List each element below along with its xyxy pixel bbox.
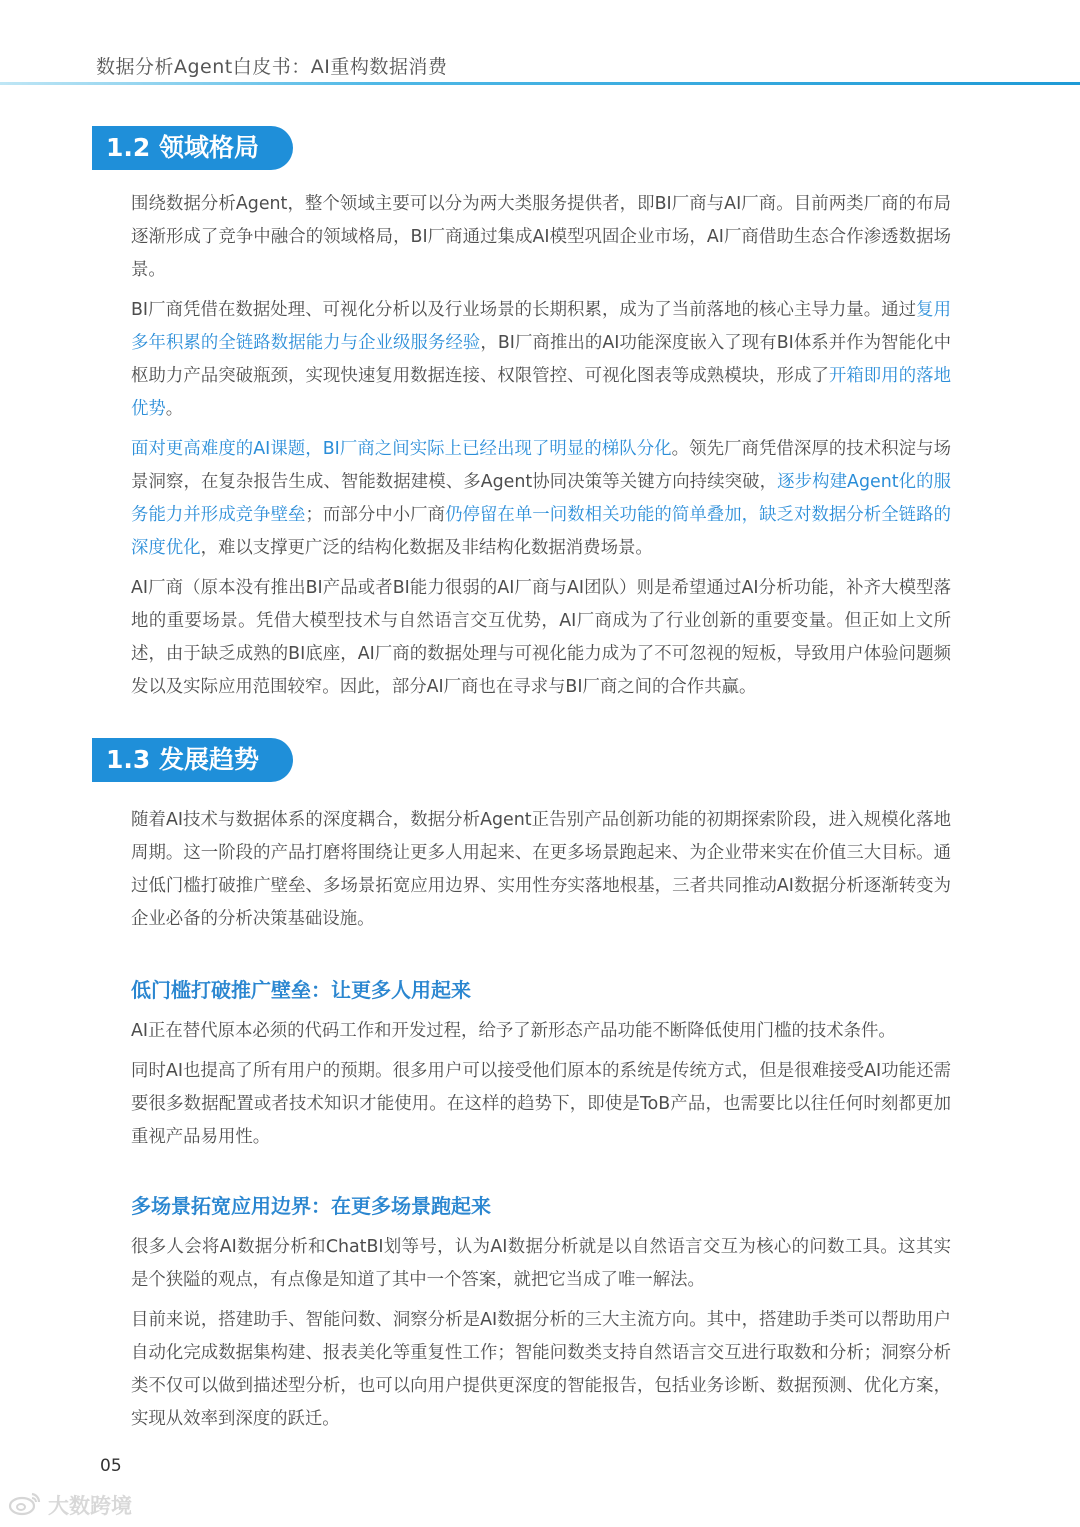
subsection-multi-scenario-body (131, 1231, 951, 1443)
highlight-text: 逐步构建Agent化的服务能力并形成竞争壁垒 (131, 472, 951, 525)
highlight-text: 面对更高难度的AI课题，BI厂商之间实际上已经出现了明显的梯队分化 (131, 439, 672, 459)
paragraph: 围绕数据分析Agent，整个领域主要可以分为两大类服务提供者，即BI厂商与AI厂商。目前两类厂商的布局逐渐形成了竞争中融合的领域格局，BI厂商通过集成AI模型巩固企业市场，AI厂商借助生态合作渗透数据场景。 (131, 194, 951, 280)
paragraph: 随着AI技术与数据体系的深度耦合，数据分析Agent正告别产品创新功能的初期探索阶段，进入规模化落地周期。这一阶段的产品打磨将围绕让更多人用起来、在更多场景跑起来、为企业带来实在价值三大目标。通过低门槛打破推广壁垒、多场景拓宽应用边界、实用性夯实落地根基，三者共同推动AI数据分析逐渐转变为企业必备的分析决策基础设施。 (131, 810, 951, 929)
paragraph: 目前来说，搭建助手、智能问数、洞察分析是AI数据分析的三大主流方向。其中，搭建助手类可以帮助用户自动化完成数据集构建、报表美化等重复性工作；智能问数类支持自然语言交互进行取数和分析；洞察分析类不仅可以做到描述型分析，也可以向用户提供更深度的智能报告，包括业务诊断、数据预测、优化方案，实现从效率到深度的跃迁。 (131, 1310, 951, 1429)
paragraph: 面对更高难度的AI课题，BI厂商之间实际上已经出现了明显的梯队分化。领先厂商凭借深厚的技术积淀与场景洞察，在复杂报告生成、智能数据建模、多Agent协同决策等关键方向持续突破，逐步构建Agent化的服务能力并形成竞争壁垒；而部分中小厂商仍停留在单一问数相关功能的简单叠加，缺乏对数据分析全链路的深度优化，难以支撑更广泛的结构化数据及非结构化数据消费场景。 (131, 439, 951, 558)
paragraph: 同时AI也提高了所有用户的预期。很多用户可以接受他们原本的系统是传统方式，但是很难接受AI功能还需要很多数据配置或者技术知识才能使用。在这样的趋势下，即使是ToB产品，也需要比以往任何时刻都更加重视产品易用性。 (131, 1061, 951, 1147)
highlight-text: 复用多年积累的全链路数据能力与企业级服务经验 (131, 300, 951, 353)
paragraph: AI厂商（原本没有推出BI产品或者BI能力很弱的AI厂商与AI团队）则是希望通过AI分析功能，补齐大模型落地的重要场景。凭借大模型技术与自然语言交互优势，AI厂商成为了行业创新的重要变量。但正如上文所述，由于缺乏成熟的BI底座，AI厂商的数据处理与可视化能力成为了不可忽视的短板，导致用户体验问题频发以及实际应用范围较窄。因此，部分AI厂商也在寻求与BI厂商之间的合作共赢。 (131, 578, 951, 697)
document-header-title: 数据分析Agent白皮书：AI重构数据消费 (96, 56, 448, 78)
section-heading-1-3: 1.3 发展趋势 (96, 738, 293, 782)
weibo-icon (8, 1490, 42, 1521)
paragraph: AI正在替代原本必须的代码工作和开发过程，给予了新形态产品功能不断降低使用门槛的技术条件。 (131, 1021, 896, 1041)
subsection-low-barrier-body (131, 1015, 951, 1161)
paragraph: BI厂商凭借在数据处理、可视化分析以及行业场景的长期积累，成为了当前落地的核心主导力量。通过复用多年积累的全链路数据能力与企业级服务经验，BI厂商推出的AI功能深度嵌入了现有BI体系并作为智能化中枢助力产品突破瓶颈，实现快速复用数据连接、权限管控、可视化图表等成熟模块，形成了开箱即用的落地优势。 (131, 300, 951, 419)
section-1-2-body (131, 188, 951, 711)
header-divider (0, 82, 1080, 85)
highlight-text: 开箱即用的落地优势 (131, 366, 951, 419)
watermark-text: 大数跨境 (48, 1494, 132, 1518)
section-1-3-intro (131, 804, 951, 943)
subheading-multi-scenario: 多场景拓宽应用边界：在更多场景跑起来 (131, 1194, 491, 1218)
page-number: 05 (100, 1456, 122, 1476)
watermark (8, 1490, 132, 1520)
subheading-low-barrier: 低门槛打破推广壁垒：让更多人用起来 (131, 978, 471, 1002)
paragraph: 很多人会将AI数据分析和ChatBI划等号，认为AI数据分析就是以自然语言交互为核心的问数工具。这其实是个狭隘的观点，有点像是知道了其中一个答案，就把它当成了唯一解法。 (131, 1237, 951, 1290)
highlight-text: 仍停留在单一问数相关功能的简单叠加，缺乏对数据分析全链路的深度优化 (131, 505, 951, 558)
section-heading-1-2: 1.2 领域格局 (96, 126, 293, 170)
